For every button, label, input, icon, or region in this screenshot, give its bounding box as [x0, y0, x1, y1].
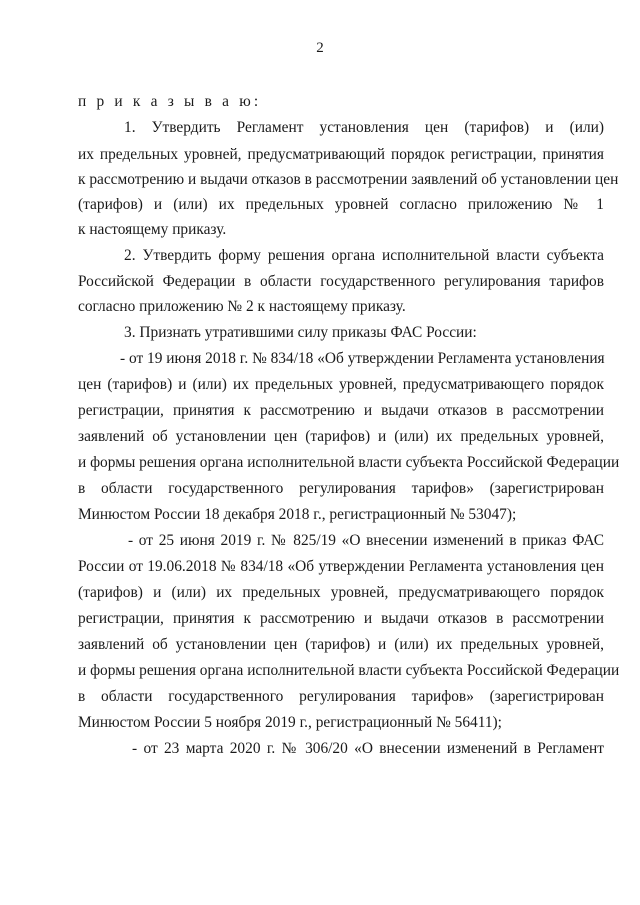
text-line: регистрации, принятия к рассмотрению и выдачи отказов в рассмотрении: [78, 402, 604, 419]
text-line: России от 19.06.2018 № 834/18 «Об утверждении Регламента установления цен: [78, 558, 604, 575]
text-line: в области государственного регулирования тарифов» (зарегистрирован: [78, 688, 604, 705]
text-line: - от 25 июня 2019 г. № 825/19 «О внесении изменений в приказ ФАС: [128, 532, 604, 549]
text-line: Минюстом России 5 ноября 2019 г., регистрационный № 56411);: [78, 714, 502, 731]
page-number: 2: [316, 40, 324, 56]
text-line: - от 19 июня 2018 г. № 834/18 «Об утверждении Регламента установления: [120, 350, 605, 367]
text-line: к настоящему приказу.: [78, 221, 227, 238]
text-line: 3. Признать утратившими силу приказы ФАС России:: [124, 324, 477, 341]
text-line: и формы решения органа исполнительной власти субъекта Российской Федерации: [78, 454, 620, 471]
text-line: цен (тарифов) и (или) их предельных уровней, предусматривающего порядок: [78, 376, 604, 393]
text-line: к рассмотрению и выдачи отказов в рассмотрении заявлений об установлении цен: [78, 171, 619, 188]
text-line: п р и к а з ы в а ю:: [78, 93, 262, 110]
text-line: заявлений об установлении цен (тарифов) и (или) их предельных уровней,: [78, 428, 604, 445]
text-line: Минюстом России 18 декабря 2018 г., регистрационный № 53047);: [78, 506, 517, 523]
text-line: регистрации, принятия к рассмотрению и выдачи отказов в рассмотрении: [78, 610, 604, 627]
text-line: заявлений об установлении цен (тарифов) и (или) их предельных уровней,: [78, 636, 604, 653]
text-line: в области государственного регулирования тарифов» (зарегистрирован: [78, 480, 604, 497]
text-line: (тарифов) и (или) их предельных уровней согласно приложению № 1: [78, 196, 604, 213]
text-line: 1. Утвердить Регламент установления цен (тарифов) и (или): [124, 119, 604, 136]
text-line: согласно приложению № 2 к настоящему приказу.: [78, 298, 406, 315]
text-line: их предельных уровней, предусматривающий порядок регистрации, принятия: [78, 146, 604, 163]
text-line: - от 23 марта 2020 г. № 306/20 «О внесении изменений в Регламент: [132, 740, 604, 757]
text-line: (тарифов) и (или) их предельных уровней, предусматривающего порядок: [78, 584, 604, 601]
text-line: Российской Федерации в области государственного регулирования тарифов: [78, 273, 604, 290]
text-line: и формы решения органа исполнительной власти субъекта Российской Федерации: [78, 662, 620, 679]
text-line: 2. Утвердить форму решения органа исполнительной власти субъекта: [124, 247, 604, 264]
